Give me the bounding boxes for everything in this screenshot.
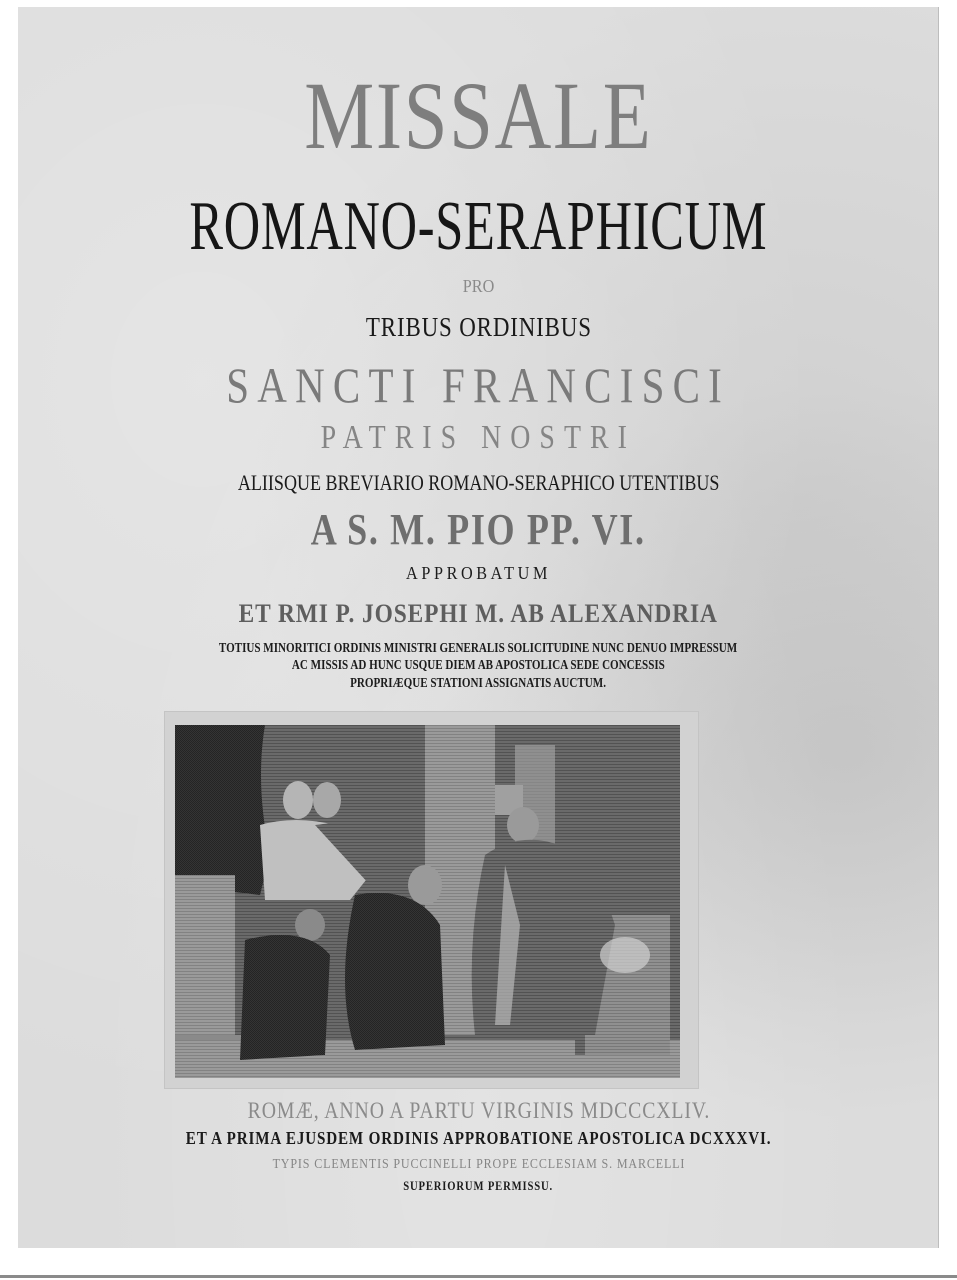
title-line-approbatum-text: APPROBATUM [406, 563, 551, 583]
subtitle-line-2-text: AC MISSIS AD HUNC USQUE DIEM AB APOSTOLICA SEDE CONCESSIS [292, 657, 665, 672]
main-title-text: MISSALE [304, 62, 653, 169]
subtitle-romano-seraphicum [0, 188, 957, 265]
title-line-josephi-text: ET RMI P. JOSEPHI M. AB ALEXANDRIA [238, 599, 719, 628]
subtitle-text: ROMANO-SERAPHICUM [189, 188, 768, 265]
subtitle-line-1-text: TOTIUS MINORITICI ORDINIS MINISTRI GENERALIS SOLICITUDINE NUNC DENUO IMPRESSUM [219, 640, 738, 655]
imprint-permission-text: SUPERIORUM PERMISSU. [403, 1179, 554, 1193]
imprint-place-date [0, 1099, 957, 1122]
imprint-printer-text: TYPIS CLEMENTIS PUCCINELLI PROPE ECCLESIAM S. MARCELLI [272, 1157, 685, 1172]
imprint-approbation-text: ET A PRIMA EJUSDEM ORDINIS APPROBATIONE APOSTOLICA DCXXXVI. [185, 1128, 772, 1148]
title-line-pro-text: PRO [462, 276, 495, 296]
subtitle-line-1 [0, 641, 957, 655]
title-line-approbatum [0, 564, 957, 582]
title-line-aliisque-text: ALIISQUE BREVIARIO ROMANO-SERAPHICO UTENTIBUS [237, 470, 720, 495]
title-line-tribus-text: TRIBUS ORDINIBUS [365, 312, 592, 342]
imprint-place-date-text: ROMÆ, ANNO A PARTU VIRGINIS MDCCCXLIV. [247, 1098, 710, 1123]
title-line-tribus-ordinibus [0, 314, 957, 341]
imprint-permission [0, 1180, 957, 1193]
title-line-pro [0, 277, 957, 295]
imprint-printer [0, 1158, 957, 1172]
title-line-patris-nostri [0, 421, 957, 455]
bottom-divider [0, 1275, 957, 1278]
engraving-scene-icon [175, 725, 680, 1078]
subtitle-line-3 [0, 676, 957, 690]
title-line-pio-text: A S. M. PIO PP. VI. [311, 505, 646, 554]
title-line-pio-vi [0, 505, 957, 554]
title-line-patris-text: PATRIS NOSTRI [320, 419, 637, 456]
title-line-sancti-text: SANCTI FRANCISCI [226, 357, 731, 413]
subtitle-line-2 [0, 658, 957, 672]
main-title [0, 62, 957, 169]
imprint-approbation [0, 1129, 957, 1147]
title-line-sancti-francisci [0, 357, 957, 413]
title-line-aliisque [0, 472, 957, 494]
engraving-plate [165, 712, 698, 1088]
engraving-illustration [175, 725, 680, 1078]
title-line-josephi [0, 601, 957, 627]
subtitle-line-3-text: PROPRIÆQUE STATIONI ASSIGNATIS AUCTUM. [350, 675, 607, 690]
